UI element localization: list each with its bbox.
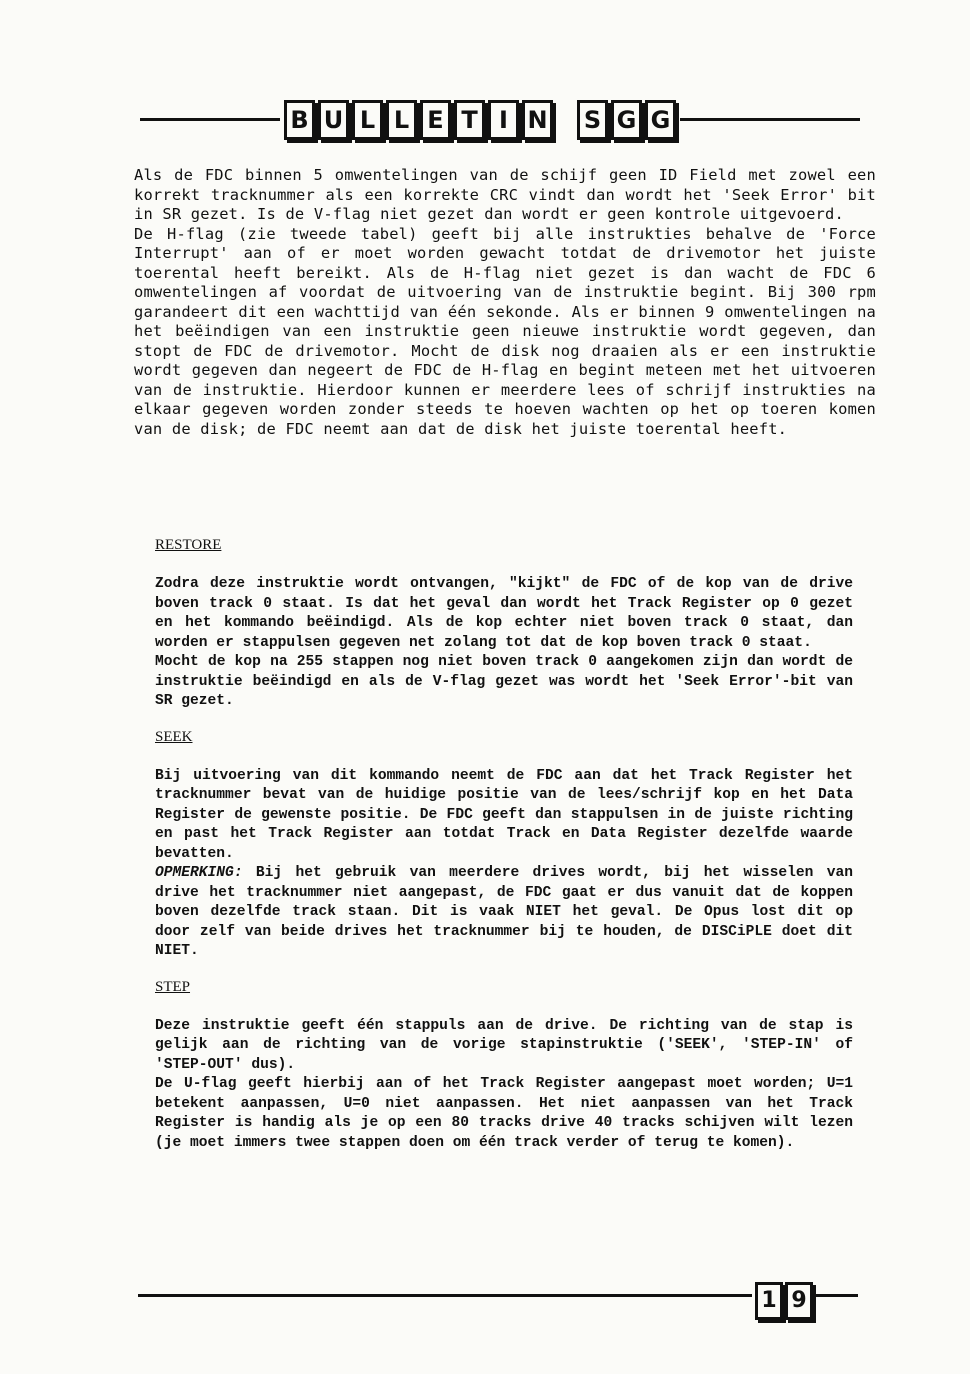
- masthead-letter: T: [454, 100, 485, 140]
- masthead-letter: G: [611, 100, 642, 140]
- intro-paragraph: Als de FDC binnen 5 omwentelingen van de schijf geen ID Field met zowel een korrekt tracknummer als een korrekte CRC vindt dan wordt het 'Seek Error' bit in SR gezet. Is de V-flag niet gezet dan wordt er geen kontrole uitgevoerd.: [134, 166, 876, 223]
- masthead-letter: U: [318, 100, 349, 140]
- instructions-section: [155, 536, 853, 1153]
- step-paragraph-2: De U-flag geeft hierbij aan of het Track Register aangepast moet worden; U=1 betekent aanpassen, U=0 niet aanpassen. Het niet aanpassen van het Track Register is handig als je op een 80 tracks drive 40 tracks schijven wilt lezen (je moet immers twee stappen doen om één track verder of terug te komen).: [155, 1076, 853, 1151]
- restore-paragraph-2: Mocht de kop na 255 stappen nog niet boven track 0 aangekomen zijn dan wordt de instruktie beëindigd en als de V-flag gezet was wordt het 'Seek Error'-bit van SR gezet.: [155, 654, 853, 709]
- masthead-letter: I: [488, 100, 519, 140]
- bulletin-sgg-masthead: [280, 100, 680, 140]
- footer-rule: [138, 1294, 858, 1297]
- page-digit: 1: [755, 1282, 783, 1320]
- masthead-letter: N: [522, 100, 553, 140]
- intro-section: [134, 166, 876, 439]
- step-heading: STEP: [155, 978, 191, 995]
- masthead-letter: B: [284, 100, 315, 140]
- seek-opmerking: [155, 864, 853, 962]
- page-number: [752, 1282, 816, 1320]
- seek-heading: SEEK: [155, 728, 193, 745]
- restore-paragraph-1: Zodra deze instruktie wordt ontvangen, "kijkt" de FDC of de kop van de drive boven track 0 staat. Is dat het geval dan wordt het Track Register op 0 gezet en het kommando beëindigd. Als de kop echter niet boven track 0 staat, dan worden er stappulsen gegeven net zolang tot dat de kop boven track 0 staat.: [155, 576, 853, 651]
- page-header: [130, 96, 860, 146]
- masthead-letter: S: [577, 100, 608, 140]
- masthead-letter: L: [352, 100, 383, 140]
- opmerking-text: Bij het gebruik van meerdere drives wordt, bij het wisselen van drive het tracknummer niet aangepast, de FDC gaat er dus vanuit dat de koppen boven dezelfde track staan. Dit is vaak NIET het geval. De Opus lost dit op door zelf van beide drives het tracknummer bij te houden, de DISCiPLE doet dit NIET.: [155, 865, 853, 959]
- restore-heading: RESTORE: [155, 537, 222, 553]
- page-digit: 9: [785, 1282, 813, 1320]
- opmerking-label: OPMERKING:: [155, 865, 243, 881]
- masthead-letter: G: [645, 100, 676, 140]
- masthead-letter: L: [386, 100, 417, 140]
- page-footer: [138, 1282, 858, 1326]
- intro-paragraph-h-flag: De H-flag (zie tweede tabel) geeft bij alle instrukties behalve de 'Force Interrupt' aan of er moet worden gewacht totdat de drivemotor het juiste toerental heeft bereikt. Als de H-flag niet gezet is dan wacht de FDC 6 omwentelingen af voordat de uitvoering van de instruktie begint. Bij 300 rpm garandeert dit een wachttijd van één sekonde. Als er binnen 9 omwentelingen na het beëindigen van een instruktie geen nieuwe instruktie wordt gegeven, dan stopt de FDC de drivemotor. Mocht de disk nog draaien als er een instruktie wordt gegeven dan negeert de FDC de H-flag en begint meteen met het uitvoeren van de instruktie. Hierdoor kunnen er meerdere lees of schrijf instrukties na elkaar gegeven worden zonder steeds te hoeven wachten op het op toeren komen van de disk; de FDC neemt aan dat de disk het juiste toerental heeft.: [134, 224, 876, 438]
- seek-paragraph-1: Bij uitvoering van dit kommando neemt de FDC aan dat het Track Register het tracknummer bevat van de huidige positie van de lees/schrijf kop en het Data Register de gewenste positie. De FDC geeft dan stappulsen in de juiste richting en past het Track Register aan totdat Track en Data Register dezelfde waarde bevatten.: [155, 767, 853, 862]
- masthead-letter: E: [420, 100, 451, 140]
- step-paragraph-1: Deze instruktie geeft één stappuls aan de drive. De richting van de stap is gelijk aan de richting van de vorige stapinstruktie ('SEEK', 'STEP-IN' of 'STEP-OUT' dus).: [155, 1017, 853, 1073]
